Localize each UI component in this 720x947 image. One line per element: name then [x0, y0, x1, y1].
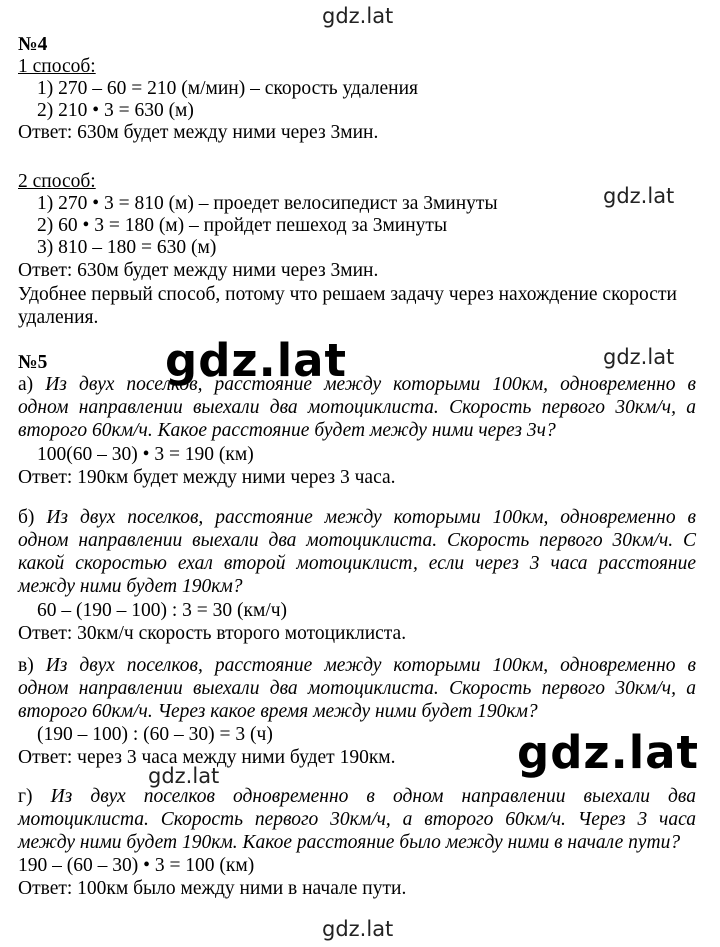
- part-v-text-line-3: второго 60км/ч. Через какое время между ними будет 190км?: [18, 701, 538, 722]
- method-1-step-1: 1) 270 – 60 = 210 (м/мин) – скорость удаления: [37, 78, 419, 99]
- comparison-note-line-1: Удобнее первый способ, потому что решаем задачу через нахождение скорости: [18, 284, 677, 305]
- part-g-text-line-3: между ними будет 190км. Какое расстояние было между ними в начале пути?: [18, 832, 681, 853]
- watermark-mid: gdz.lat: [148, 764, 220, 788]
- watermark-large-1: gdz.lat: [165, 334, 348, 387]
- part-a-text-line-3: второго 60км/ч. Какое расстояние будет между ними через 3ч?: [18, 420, 556, 441]
- part-a-text-line-1: а) Из двух поселков, расстояние между которыми 100км, одновременно в: [18, 374, 696, 395]
- watermark-right-1: gdz.lat: [603, 184, 675, 208]
- problem-4-title: №4: [18, 34, 48, 55]
- method-1-answer: Ответ: 630м будет между ними через 3мин.: [18, 122, 379, 143]
- method-2-step-3: 3) 810 – 180 = 630 (м): [37, 237, 217, 258]
- part-b-solution: 60 – (190 – 100) : 3 = 30 (км/ч): [37, 600, 288, 621]
- part-a-text-line-2: одном направлении выехали два мотоциклиста. Скорость первого 30км/ч, а: [18, 397, 696, 418]
- method-1-heading: 1 способ:: [18, 56, 96, 77]
- method-2-step-1: 1) 270 • 3 = 810 (м) – проедет велосипедист за 3минуты: [37, 193, 498, 214]
- part-g-text-line-2: мотоциклиста. Скорость первого 30км/ч, а второго 60км/ч. Через 3 часа: [18, 809, 696, 830]
- part-v-solution: (190 – 100) : (60 – 30) = 3 (ч): [37, 724, 273, 745]
- watermark-right-2: gdz.lat: [603, 345, 675, 369]
- part-b-text-line-4: между ними будет 190км?: [18, 576, 243, 597]
- part-b-answer: Ответ: 30км/ч скорость второго мотоциклиста.: [18, 623, 407, 644]
- method-2-answer: Ответ: 630м будет между ними через 3мин.: [18, 260, 379, 281]
- part-b-label: б): [18, 507, 35, 528]
- problem-5-title: №5: [18, 352, 48, 373]
- part-v-text-line-1: в) Из двух поселков, расстояние между которыми 100км, одновременно в: [18, 655, 696, 676]
- comparison-note-line-2: удаления.: [18, 307, 99, 328]
- part-g-answer: Ответ: 100км было между ними в начале пути.: [18, 878, 407, 899]
- part-v-text-line-2: одном направлении выехали два мотоциклиста. Скорость первого 30км/ч, а: [18, 678, 696, 699]
- watermark-large-2: gdz.lat: [517, 726, 700, 779]
- part-a-answer: Ответ: 190км будет между ними через 3 часа.: [18, 467, 396, 488]
- part-a-solution: 100(60 – 30) • 3 = 190 (км): [37, 444, 254, 465]
- part-v-answer: Ответ: через 3 часа между ними будет 190км.: [18, 747, 396, 768]
- part-g-text-line-1: г) Из двух поселков одновременно в одном направлении выехали два: [18, 786, 697, 807]
- part-b-text-line-3: какой скоростью ехал второй мотоциклист, если через 3 часа расстояние: [18, 553, 696, 574]
- part-b-text-line-1: б) Из двух поселков, расстояние между которыми 100км, одновременно в: [18, 507, 696, 528]
- part-a-label: а): [18, 374, 34, 395]
- method-2-step-2: 2) 60 • 3 = 180 (м) – пройдет пешеход за 3минуты: [37, 215, 448, 236]
- watermark-bottom: gdz.lat: [322, 917, 394, 941]
- part-b-text-line-2: одном направлении выехали два мотоциклиста. Скорость первого 30км/ч. С: [18, 530, 696, 551]
- watermark-top: gdz.lat: [322, 4, 394, 28]
- part-g-solution: 190 – (60 – 30) • 3 = 100 (км): [18, 855, 255, 876]
- part-g-label: г): [18, 786, 33, 807]
- method-1-step-2: 2) 210 • 3 = 630 (м): [37, 100, 194, 121]
- method-2-heading: 2 способ:: [18, 171, 96, 192]
- part-v-label: в): [18, 655, 34, 676]
